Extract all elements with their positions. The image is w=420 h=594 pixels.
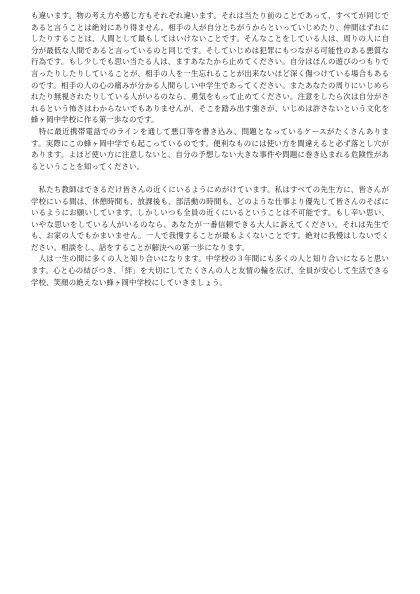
document-page bbox=[31, 10, 389, 288]
body-paragraph: 私たち教師はできるだけ皆さんの近くにいるようにめがけています。私はすべての先生方に、皆さんが学校にいる間は、休憩時間も、放課後も、部活動の時間も、どのような仕事より優先して皆さんのそばにいるようにお願いしています。しかしいつも全員の近くにいるということは不可能です。もし辛い思い、いやな思いをしている人がいるのなら、あなたが一番信頼できる大人に訴えてください。それは先生でも、お家の人でもかまいません。一人で我慢することが最もよくないことです。絶対に我慢はしないでください。相談をし、話をすることが解決への第一歩になります。 人は一生の間に多くの人と知り合いになります。中学校の３年間にも多くの人と知り合いになると思います。心と心の結びつき、「絆」を大切にしてたくさんの人と友情の輪を広げ、全員が安心して生活できる学校、笑顔の絶えない蜂ヶ岡中学校にしていきましょう。 bbox=[31, 184, 389, 287]
paragraph-gap bbox=[31, 172, 389, 184]
body-paragraph: も違います。物の考え方や感じ方もそれぞれ違います。それは当たり前のことであって、すべてが同じであると言うことは絶対にあり得ません。相手の人が自分とちがうからといっていじめたり、仲間はずれにしたりすることは、人間として最もしてはいけないことです。そんなことをしている人は、周りの人に自分が最低な人間であると言っているのと同じです。そしていじめは犯罪にもつながる可能性のある悪質な行為です。もし少しでも思い当たる人は、ますあなたから止めてください。自分はほんの遊びのつもりで言ったりしたりしていることが、相手の人を一生忘れることが出来ないほど深く傷つけている場合もあるのです。相手の人の心の痛みが分かる人間らしい中学生であってください。またあなたの周りにいじめられたり無視されたりしている人がいるのなら、勇気をもって止めてください。注意をしたら次は自分がされるという怖さはわからないでもありませんが、そこを踏み出す強さが、いじめは許さないという文化を蜂ヶ岡中学校に作る第一歩なのです。 特に最近携帯電話でのラインを通して悪口等を書き込み、問題となっているケースがたくさんあります。実際にこの蜂ヶ岡中学でも起こっているのです。便利なものには使い方を間違えると必ず落とし穴があります。よほど使い方に注意しないと、自分の予想しない大きな事件や問題に巻き込まれる危険性があるということを知ってください。 bbox=[31, 11, 389, 171]
